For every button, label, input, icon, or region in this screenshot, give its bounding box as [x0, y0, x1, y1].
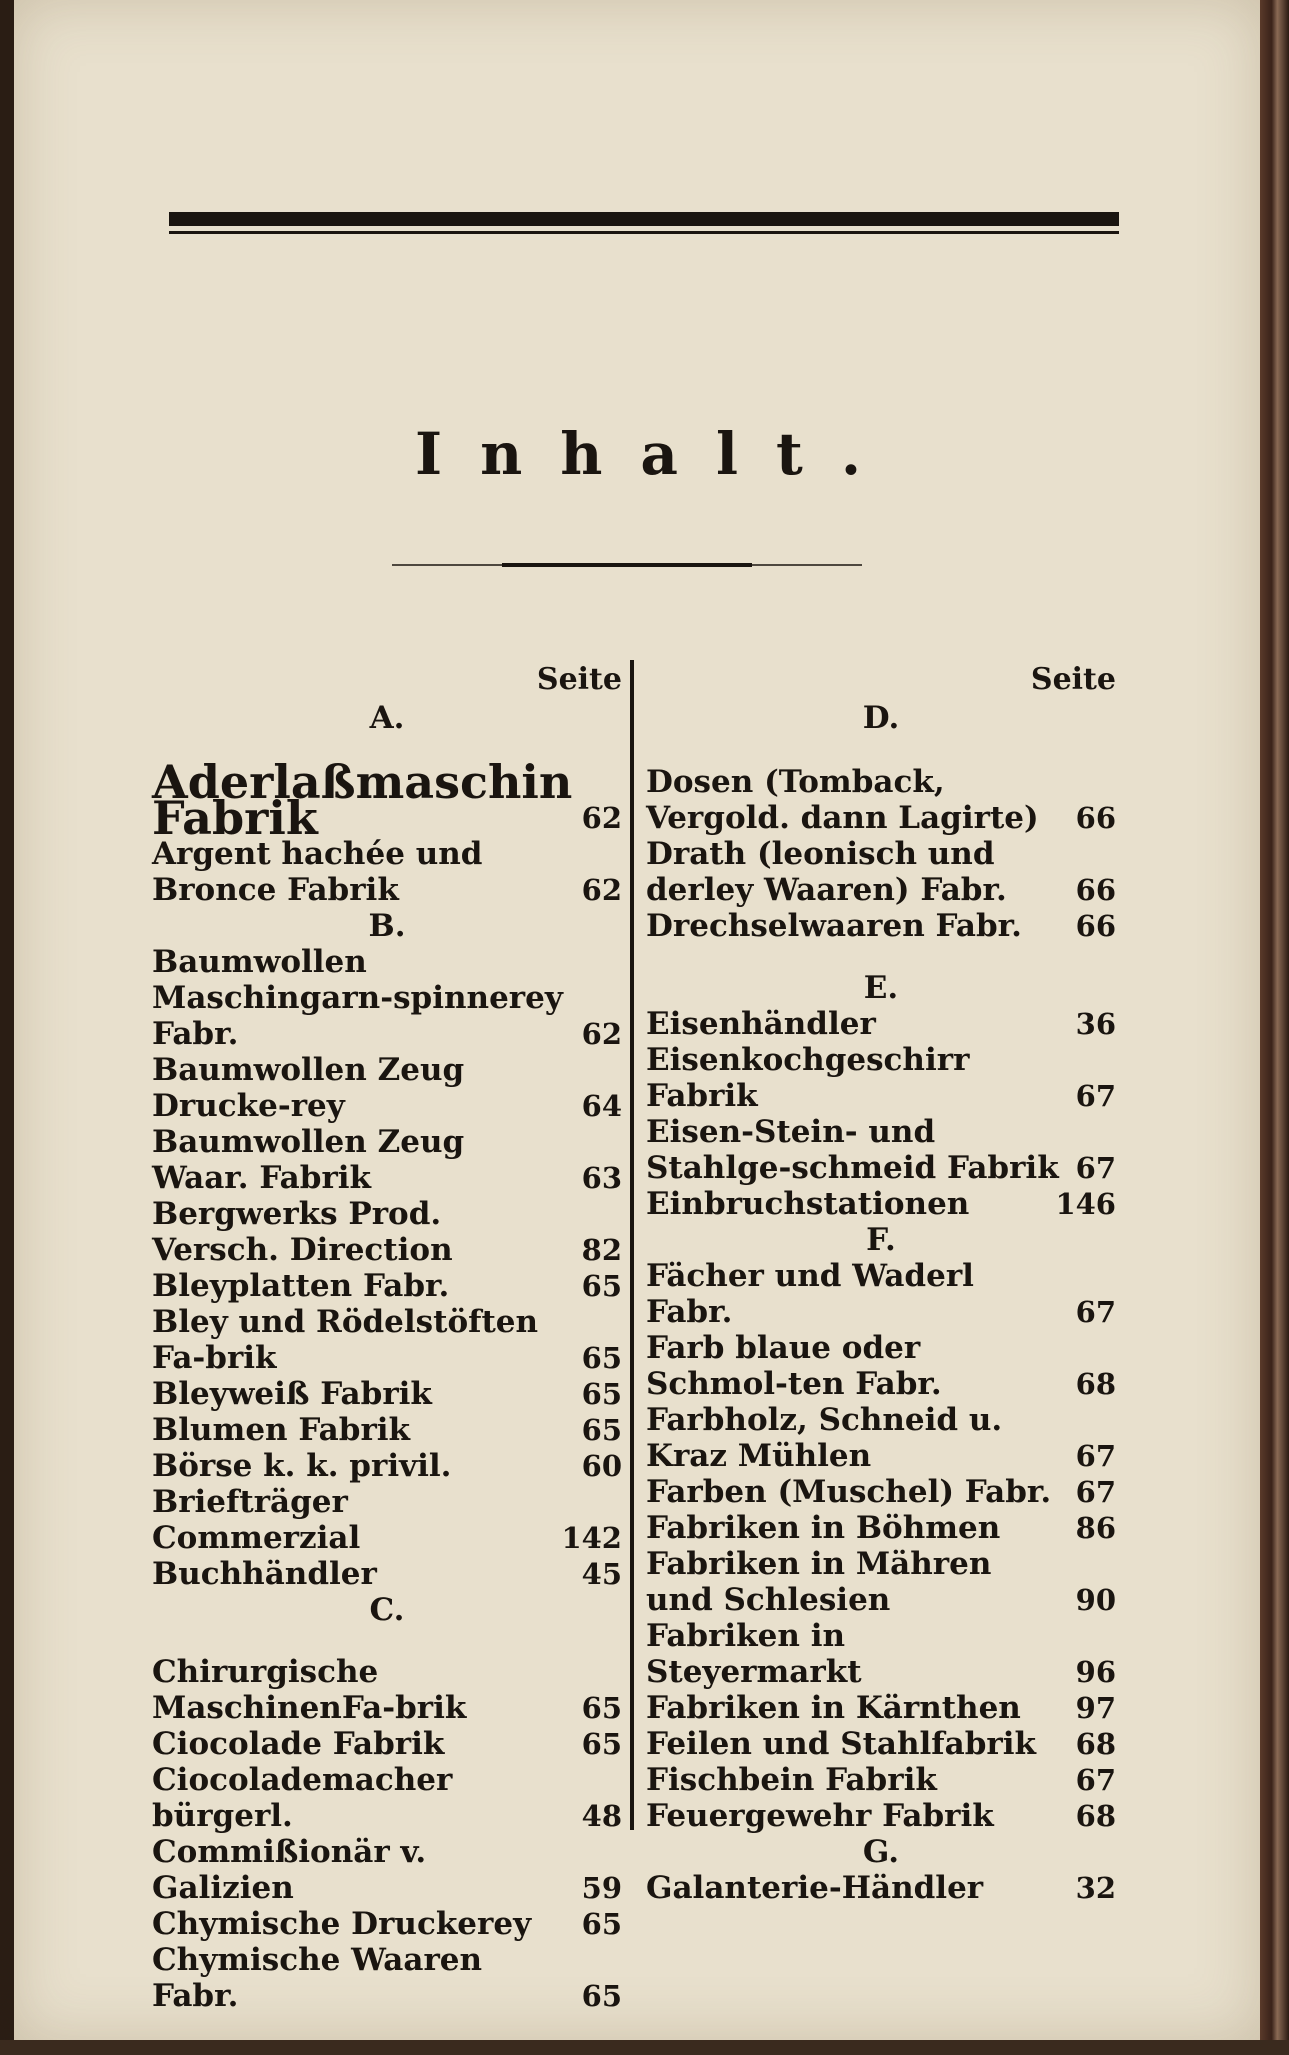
entry-text: Buchhändler — [152, 1556, 377, 1592]
index-entry — [152, 1654, 622, 1726]
entry-text: Bleyweiß Fabrik — [152, 1376, 432, 1412]
index-entry — [646, 764, 1116, 836]
entry-page: 82 — [581, 1233, 622, 1267]
page-title: Inhalt. — [414, 420, 900, 488]
index-entry — [152, 1412, 622, 1448]
entry-page: 96 — [1075, 1655, 1116, 1689]
index-entry — [646, 908, 1116, 944]
entry-page: 48 — [581, 1799, 622, 1833]
entry-text: Chymische Waaren Fabr. — [152, 1942, 483, 2014]
entry-text: Chymische Druckerey — [152, 1906, 532, 1942]
entry-page: 90 — [1075, 1583, 1116, 1617]
entry-text: Einbruchstationen — [646, 1186, 970, 1222]
section-letter-f: F. — [866, 1222, 896, 1258]
entry-text: Bley und Rödelstöften Fa-brik — [152, 1304, 539, 1376]
entry-page: 142 — [561, 1521, 622, 1555]
index-entry — [646, 1618, 1116, 1690]
index-entry — [646, 1006, 1116, 1042]
entry-text: Fabriken in Böhmen — [646, 1510, 1001, 1546]
section-gap — [152, 1628, 622, 1654]
index-entry — [646, 1546, 1116, 1618]
entry-page: 65 — [581, 1727, 622, 1761]
column-header-seite: Seite — [536, 662, 622, 697]
entry-page: 45 — [581, 1557, 622, 1591]
column-divider — [630, 660, 634, 1830]
entry-text: Baumwollen Zeug Waar. Fabrik — [152, 1124, 465, 1196]
index-entry — [646, 1726, 1116, 1762]
index-column-right — [646, 660, 1116, 1906]
index-entry — [152, 1556, 622, 1592]
index-entry — [152, 1484, 622, 1556]
entry-page: 65 — [581, 1979, 622, 2013]
book-edge-bottom — [0, 2040, 1289, 2055]
index-entry — [646, 1330, 1116, 1402]
index-entry — [152, 1834, 622, 1906]
entry-page: 36 — [1075, 1007, 1116, 1041]
index-entry — [152, 1268, 622, 1304]
index-entry — [646, 1186, 1116, 1222]
entry-page: 97 — [1075, 1691, 1116, 1725]
entry-page: 86 — [1075, 1511, 1116, 1545]
index-entry — [646, 1258, 1116, 1330]
entry-page: 68 — [1075, 1799, 1116, 1833]
entry-page: 67 — [1075, 1295, 1116, 1329]
index-entry — [152, 1448, 622, 1484]
section-letter-g: G. — [862, 1834, 900, 1870]
ornament-rule — [392, 562, 862, 568]
section-letter-d: D. — [862, 700, 900, 736]
entry-page: 59 — [581, 1871, 622, 1905]
index-entry — [152, 1762, 622, 1834]
index-entry — [152, 1304, 622, 1376]
entry-page: 62 — [581, 801, 622, 835]
entry-page: 60 — [581, 1449, 622, 1483]
index-entry — [646, 1762, 1116, 1798]
entry-page: 67 — [1075, 1763, 1116, 1797]
index-entry — [152, 1196, 622, 1268]
entry-page: 67 — [1075, 1475, 1116, 1509]
entry-page: 65 — [581, 1269, 622, 1303]
entry-text: Fächer und Waderl Fabr. — [646, 1258, 974, 1330]
entry-text: Dosen (Tomback, Vergold. dann Lagirte) — [646, 764, 1039, 836]
index-entry — [646, 1402, 1116, 1474]
entry-page: 67 — [1075, 1079, 1116, 1113]
index-entry — [646, 1798, 1116, 1834]
index-entry — [152, 1906, 622, 1942]
entry-page: 66 — [1075, 909, 1116, 943]
section-letter-c: C. — [369, 1592, 405, 1628]
entry-page: 66 — [1075, 801, 1116, 835]
entry-text: Bergwerks Prod. Versch. Direction — [152, 1196, 453, 1268]
entry-text: Eisen-Stein- und Stahlge-schmeid Fabrik — [646, 1114, 1059, 1186]
index-entry — [646, 1474, 1116, 1510]
entry-text: Farben (Muschel) Fabr. — [646, 1474, 1052, 1510]
entry-page: 65 — [581, 1377, 622, 1411]
entry-page: 68 — [1075, 1367, 1116, 1401]
entry-text: Fischbein Fabrik — [646, 1762, 937, 1798]
entry-text: Eisenkochgeschirr Fabrik — [646, 1042, 970, 1114]
index-entry — [646, 1114, 1116, 1186]
column-header-seite: Seite — [1030, 662, 1116, 697]
entry-page: 64 — [581, 1089, 622, 1123]
entry-text: Blumen Fabrik — [152, 1412, 411, 1448]
entry-page: 65 — [581, 1907, 622, 1941]
index-entry — [152, 755, 622, 845]
index-entry — [152, 944, 622, 1052]
entry-page: 68 — [1075, 1727, 1116, 1761]
book-page — [14, 0, 1260, 2040]
entry-text: Commißionär v. Galizien — [152, 1834, 427, 1906]
entry-text: Börse k. k. privil. — [152, 1448, 452, 1484]
index-entry — [646, 836, 1116, 908]
index-entry — [646, 1042, 1116, 1114]
index-entry — [646, 1690, 1116, 1726]
entry-text: Fabriken in Kärnthen — [646, 1690, 1021, 1726]
entry-page: 66 — [1075, 873, 1116, 907]
entry-text: Bleyplatten Fabr. — [152, 1268, 450, 1304]
entry-page: 65 — [581, 1341, 622, 1375]
entry-text: Feuergewehr Fabrik — [646, 1798, 994, 1834]
index-column-left — [152, 660, 622, 2014]
index-entry — [152, 1942, 622, 2014]
entry-text: Farbholz, Schneid u. Kraz Mühlen — [646, 1402, 1003, 1474]
index-entry — [152, 1726, 622, 1762]
entry-page: 65 — [581, 1691, 622, 1725]
section-letter-b: B. — [368, 908, 406, 944]
entry-page: 67 — [1075, 1151, 1116, 1185]
entry-page: 67 — [1075, 1439, 1116, 1473]
index-entry — [646, 1510, 1116, 1546]
entry-page: 146 — [1055, 1187, 1116, 1221]
section-gap — [646, 944, 1116, 970]
entry-page: 32 — [1075, 1871, 1116, 1905]
index-entry — [152, 1124, 622, 1196]
entry-page: 63 — [581, 1161, 622, 1195]
entry-page: 65 — [581, 1413, 622, 1447]
index-entry — [152, 1052, 622, 1124]
entry-text: Ciocolade Fabrik — [152, 1726, 445, 1762]
book-edge-right — [1260, 0, 1289, 2055]
entry-text: Aderlaßmaschin Fabrik — [152, 755, 573, 845]
header-rule-thin — [169, 231, 1119, 234]
entry-page: 62 — [581, 873, 622, 907]
index-entry — [646, 1870, 1116, 1906]
index-entry — [152, 1376, 622, 1412]
entry-text: Farb blaue oder Schmol-ten Fabr. — [646, 1330, 942, 1402]
entry-text: Baumwollen Zeug Drucke-rey — [152, 1052, 465, 1124]
header-rule-thick — [169, 212, 1119, 226]
entry-page: 62 — [581, 1017, 622, 1051]
entry-text: Fabriken in Steyermarkt — [646, 1618, 862, 1690]
entry-text: Chirurgische MaschinenFa-brik — [152, 1654, 467, 1726]
entry-text: Eisenhändler — [646, 1006, 876, 1042]
entry-text: Baumwollen Maschingarn-spinnerey Fabr. — [152, 944, 563, 1052]
entry-text: Fabriken in Mähren und Schlesien — [646, 1546, 992, 1618]
entry-text: Ciocolademacher bürgerl. — [152, 1762, 453, 1834]
section-letter-e: E. — [863, 970, 899, 1006]
entry-text: Briefträger Commerzial — [152, 1484, 361, 1556]
entry-text: Galanterie-Händler — [646, 1870, 984, 1906]
entry-text: Drechselwaaren Fabr. — [646, 908, 1022, 944]
index-entry — [152, 836, 622, 908]
section-letter-a: A. — [369, 700, 405, 736]
entry-text: Argent hachée und Bronce Fabrik — [152, 836, 483, 908]
entry-text: Drath (leonisch und derley Waaren) Fabr. — [646, 836, 1007, 908]
entry-text: Feilen und Stahlfabrik — [646, 1726, 1036, 1762]
